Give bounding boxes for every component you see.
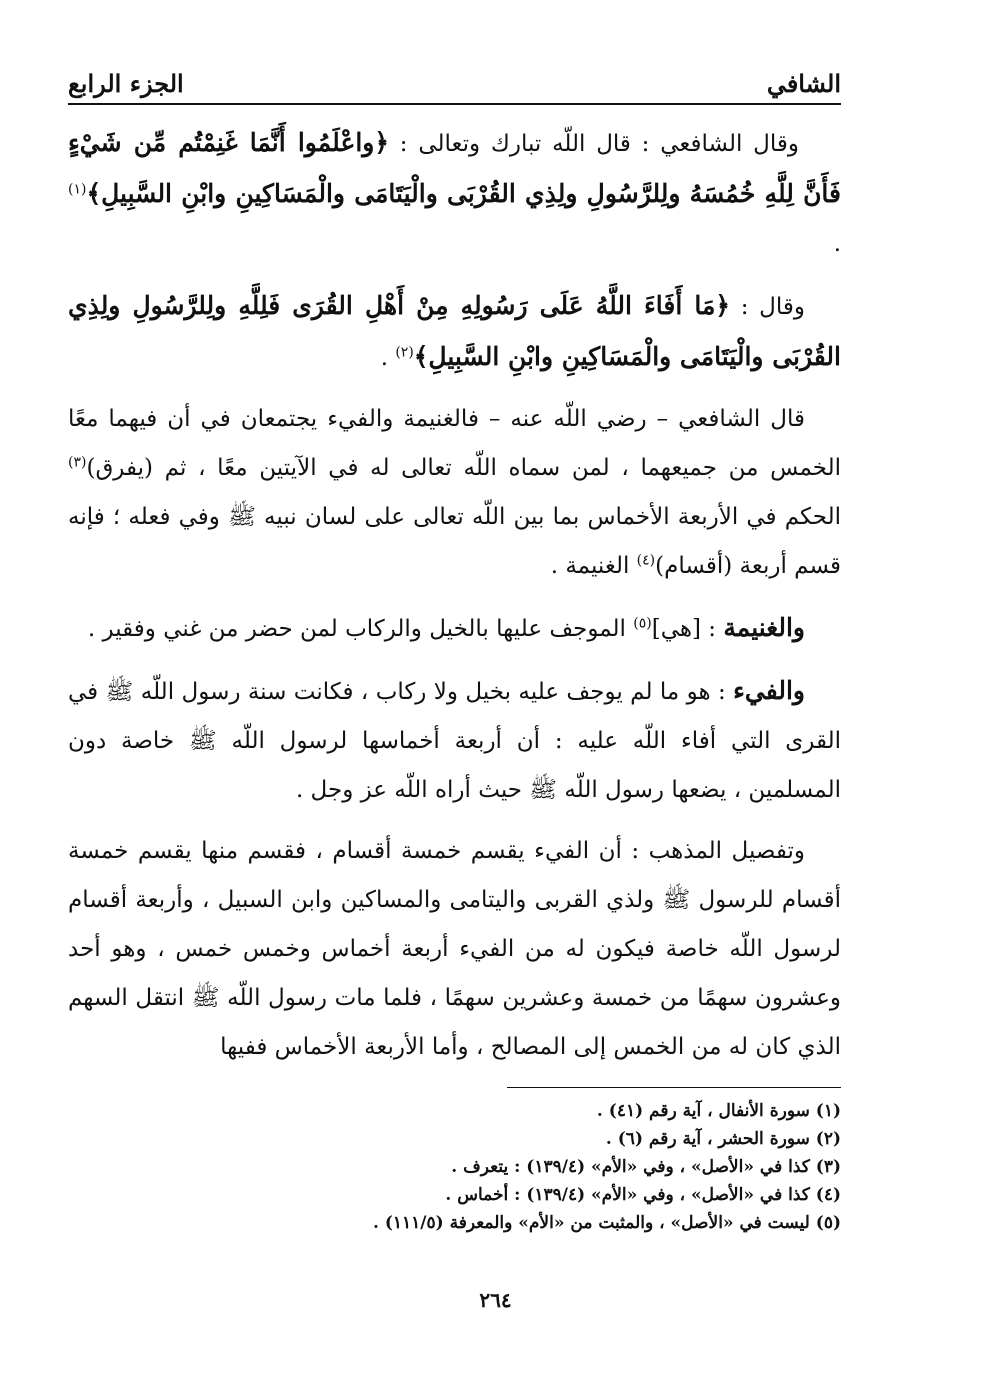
quran-quote-1: ﴿واعْلَمُوا أَنَّمَا غَنِمْتُم مِّن شَيْءٍ فَأَنَّ لِلَّهِ خُمُسَهُ ولِلرَّسُولِ ولِذِي القُرْبَى والْيَتَامَى والْمَسَاكِينِ وابْنِ السَّبِيلِ﴾ <box>68 128 841 208</box>
volume-label: الجزء الرابع <box>68 69 184 98</box>
paragraph-2 <box>68 281 841 383</box>
paragraph-4 <box>68 603 841 654</box>
paragraph-5 <box>68 666 841 815</box>
footnote-1: (١) سورة الأنفال ، آية رقم (٤١) . <box>596 1101 841 1121</box>
footnote-ref-2: (٢) <box>395 344 414 361</box>
term-ghanima: والغنيمة <box>723 613 805 642</box>
footnote-4: (٤) كذا في «الأصل» ، وفي «الأم» (١٣٩/٤) : أخماس . <box>445 1185 841 1205</box>
footnote-ref-4: (٤) <box>636 552 656 569</box>
paragraph-1-end: . <box>833 231 841 257</box>
page-number: ٢٦٤ <box>479 1288 512 1312</box>
paragraph-1 <box>68 118 841 269</box>
header-rule <box>68 103 841 105</box>
paragraph-3 <box>68 395 841 591</box>
running-header <box>68 58 841 98</box>
footnote-separator <box>507 1087 841 1088</box>
footnote-ref-5: (٥) <box>633 615 652 632</box>
paragraph-3-text-a: قال الشافعي – رضي اللّه عنه – فالغنيمة والفيء يجتمعان في أن فيهما معًا الخمس من جميعهما ، لمن سماه اللّه تعالى له في الآيتين معًا ، ثم (يفرق) <box>68 406 841 481</box>
footnote-ref-3: (٣) <box>68 454 87 471</box>
paragraph-4-text-b: الموجف عليها بالخيل والركاب لمن حضر من غني وفقير . <box>87 616 634 642</box>
footnote-3: (٣) كذا في «الأصل» ، وفي «الأم» (١٣٩/٤) : يتعرف . <box>451 1157 841 1177</box>
paragraph-6-text: وتفصيل المذهب : أن الفيء يقسم خمسة أقسام ، فقسم منها يقسم خمسة أقسام للرسول ﷺ ولذي القربى واليتامى والمساكين وابن السبيل ، وأربعة أقسام لرسول اللّه خاصة فيكون له من الفيء أربعة أخماس وخمس خمس ، وهو أحد وعشرون سهمًا من خمسة وعشرين سهمًا ، فلما مات رسول اللّه ﷺ انتقل السهم الذي كان له من الخمس إلى المصالح ، وأما الأربعة الأخماس ففيها <box>68 838 841 1060</box>
footnotes <box>300 1097 841 1237</box>
footnote-2: (٢) سورة الحشر ، آية رقم (٦) . <box>605 1129 841 1149</box>
quran-quote-2: ﴿مَا أَفَاءَ اللَّهُ عَلَى رَسُولِهِ مِنْ أَهْلِ القُرَى فَلِلَّهِ ولِلرَّسُولِ ولِذِي القُرْبَى والْيَتَامَى والْمَسَاكِينِ وابْنِ السَّبِيلِ﴾ <box>68 291 841 371</box>
paragraph-1-intro: وقال الشافعي : قال اللّه تبارك وتعالى : <box>389 131 799 157</box>
paragraph-3-text-c: الغنيمة . <box>550 553 637 579</box>
paragraph-6 <box>68 827 841 1072</box>
term-fay: والفيء <box>733 676 805 705</box>
footnote-ref-1: (١) <box>68 181 87 198</box>
paragraph-5-text: : هو ما لم يوجف عليه بخيل ولا ركاب ، فكانت سنة رسول اللّه ﷺ في القرى التي أفاء اللّه عليه : أن أربعة أخماسها لرسول اللّه ﷺ خاصة دون المسلمين ، يضعها رسول اللّه ﷺ حيث أراه اللّه عز وجل . <box>68 679 841 803</box>
paragraph-2-intro: وقال : <box>730 294 805 320</box>
paragraph-4-text-a: : [هي] <box>651 616 724 642</box>
book-title: الشافي <box>766 69 841 98</box>
main-text <box>68 118 841 1084</box>
paragraph-3-text-b: الحكم في الأربعة الأخماس بما بين اللّه تعالى على لسان نبيه ﷺ وفي فعله ؛ فإنه قسم أربعة (أقسام) <box>68 504 841 579</box>
footnote-5: (٥) ليست في «الأصل» ، والمثبت من «الأم» والمعرفة (١١١/٥) . <box>373 1213 841 1233</box>
paragraph-2-end: . <box>380 345 396 371</box>
